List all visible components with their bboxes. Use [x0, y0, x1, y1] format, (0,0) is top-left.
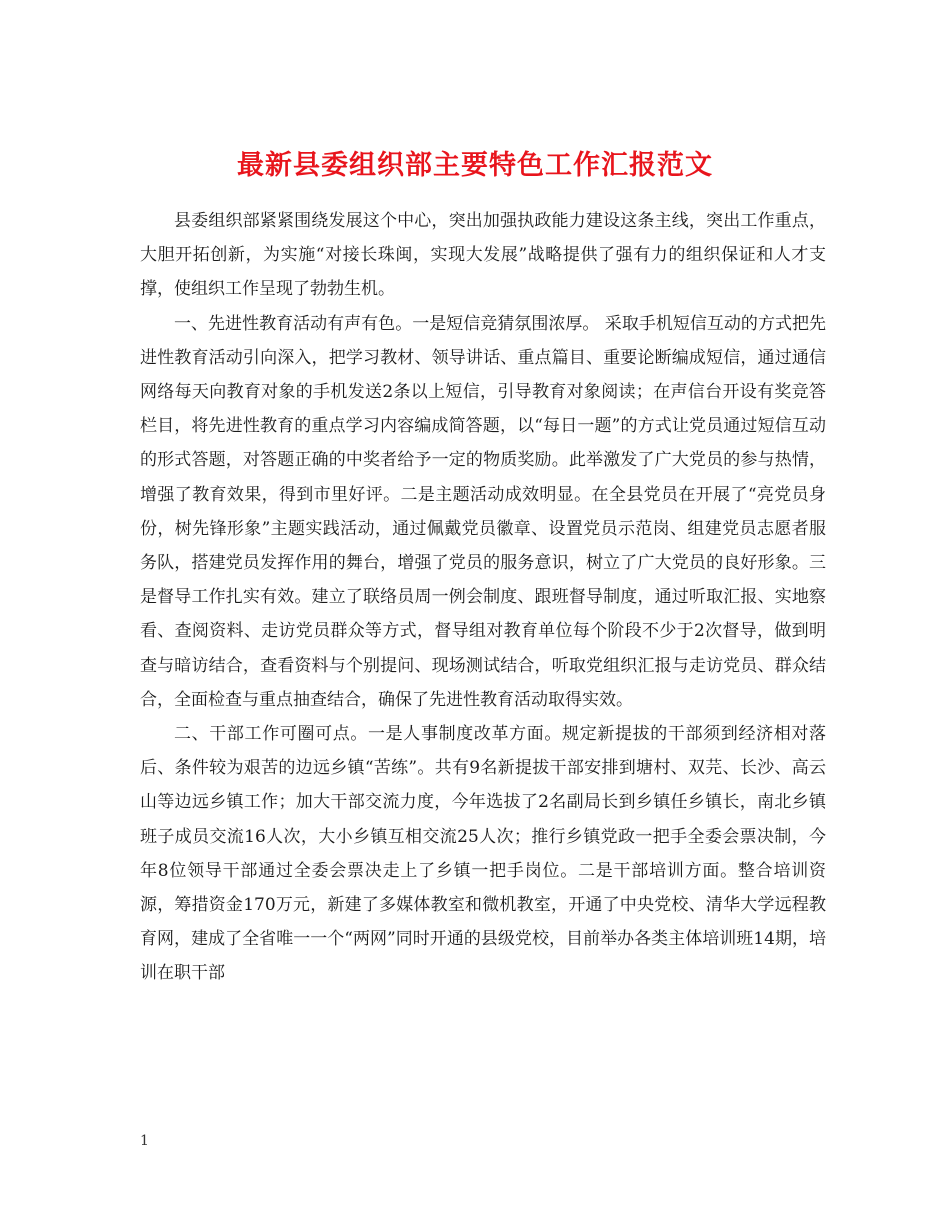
paragraph-section-2: 二、干部工作可圈可点。一是人事制度改革方面。规定新提拔的干部须到经济相对落后、条件较为艰苦的边远乡镇“苦练”。共有9名新提拔干部安排到塘村、双芫、长沙、高云山等边远乡镇工作；加大干部交流力度，今年选拔了2名副局长到乡镇任乡镇长，南北乡镇班子成员交流16人次，大小乡镇互相交流25人次；推行乡镇党政一把手全委会票决制，今年8位领导干部通过全委会票决走上了乡镇一把手岗位。二是干部培训方面。整合培训资源，筹措资金170万元，新建了多媒体教室和微机教室，开通了中央党校、清华大学远程教育网，建成了全省唯一一个“两网”同时开通的县级党校，目前举办各类主体培训班14期，培训在职干部 — [140, 724, 826, 984]
paragraph-section-1: 一、先进性教育活动有声有色。一是短信竞猜氛围浓厚。 采取手机短信互动的方式把先进性教育活动引向深入，把学习教材、领导讲话、重点篇目、重要论断编成短信，通过通信网络每天向教育对象的手机发送2条以上短信，引导教育对象阅读；在声信台开设有奖竞答栏目，将先进性教育的重点学习内容编成简答题，以“每日一题”的方式让党员通过短信互动的形式答题，对答题正确的中奖者给予一定的物质奖励。此举激发了广大党员的参与热情，增强了教育效果，得到市里好评。二是主题活动成效明显。在全县党员在开展了“亮党员身份，树先锋形象”主题实践活动，通过佩戴党员徽章、设置党员示范岗、组建党员志愿者服务队，搭建党员发挥作用的舞台，增强了党员的服务意识，树立了广大党员的良好形象。三是督导工作扎实有效。建立了联络员周一例会制度、跟班督导制度，通过听取汇报、实地察看、查阅资料、走访党员群众等方式，督导组对教育单位每个阶段不少于2次督导，做到明查与暗访结合，查看资料与个别提问、现场测试结合，听取党组织汇报与走访党员、群众结合，全面检查与重点抽查结合，确保了先进性教育活动取得实效。 — [140, 313, 826, 710]
page-number: 1 — [140, 1133, 149, 1149]
paragraph-intro: 县委组织部紧紧围绕发展这个中心，突出加强执政能力建设这条主线，突出工作重点，大胆开拓创新，为实施“对接长珠闽，实现大发展”战略提供了强有力的组织保证和人才支撑，使组织工作呈现了勃勃生机。 — [140, 211, 826, 300]
document-title: 最新县委组织部主要特色工作汇报范文 — [237, 150, 713, 182]
document-body — [140, 204, 826, 991]
